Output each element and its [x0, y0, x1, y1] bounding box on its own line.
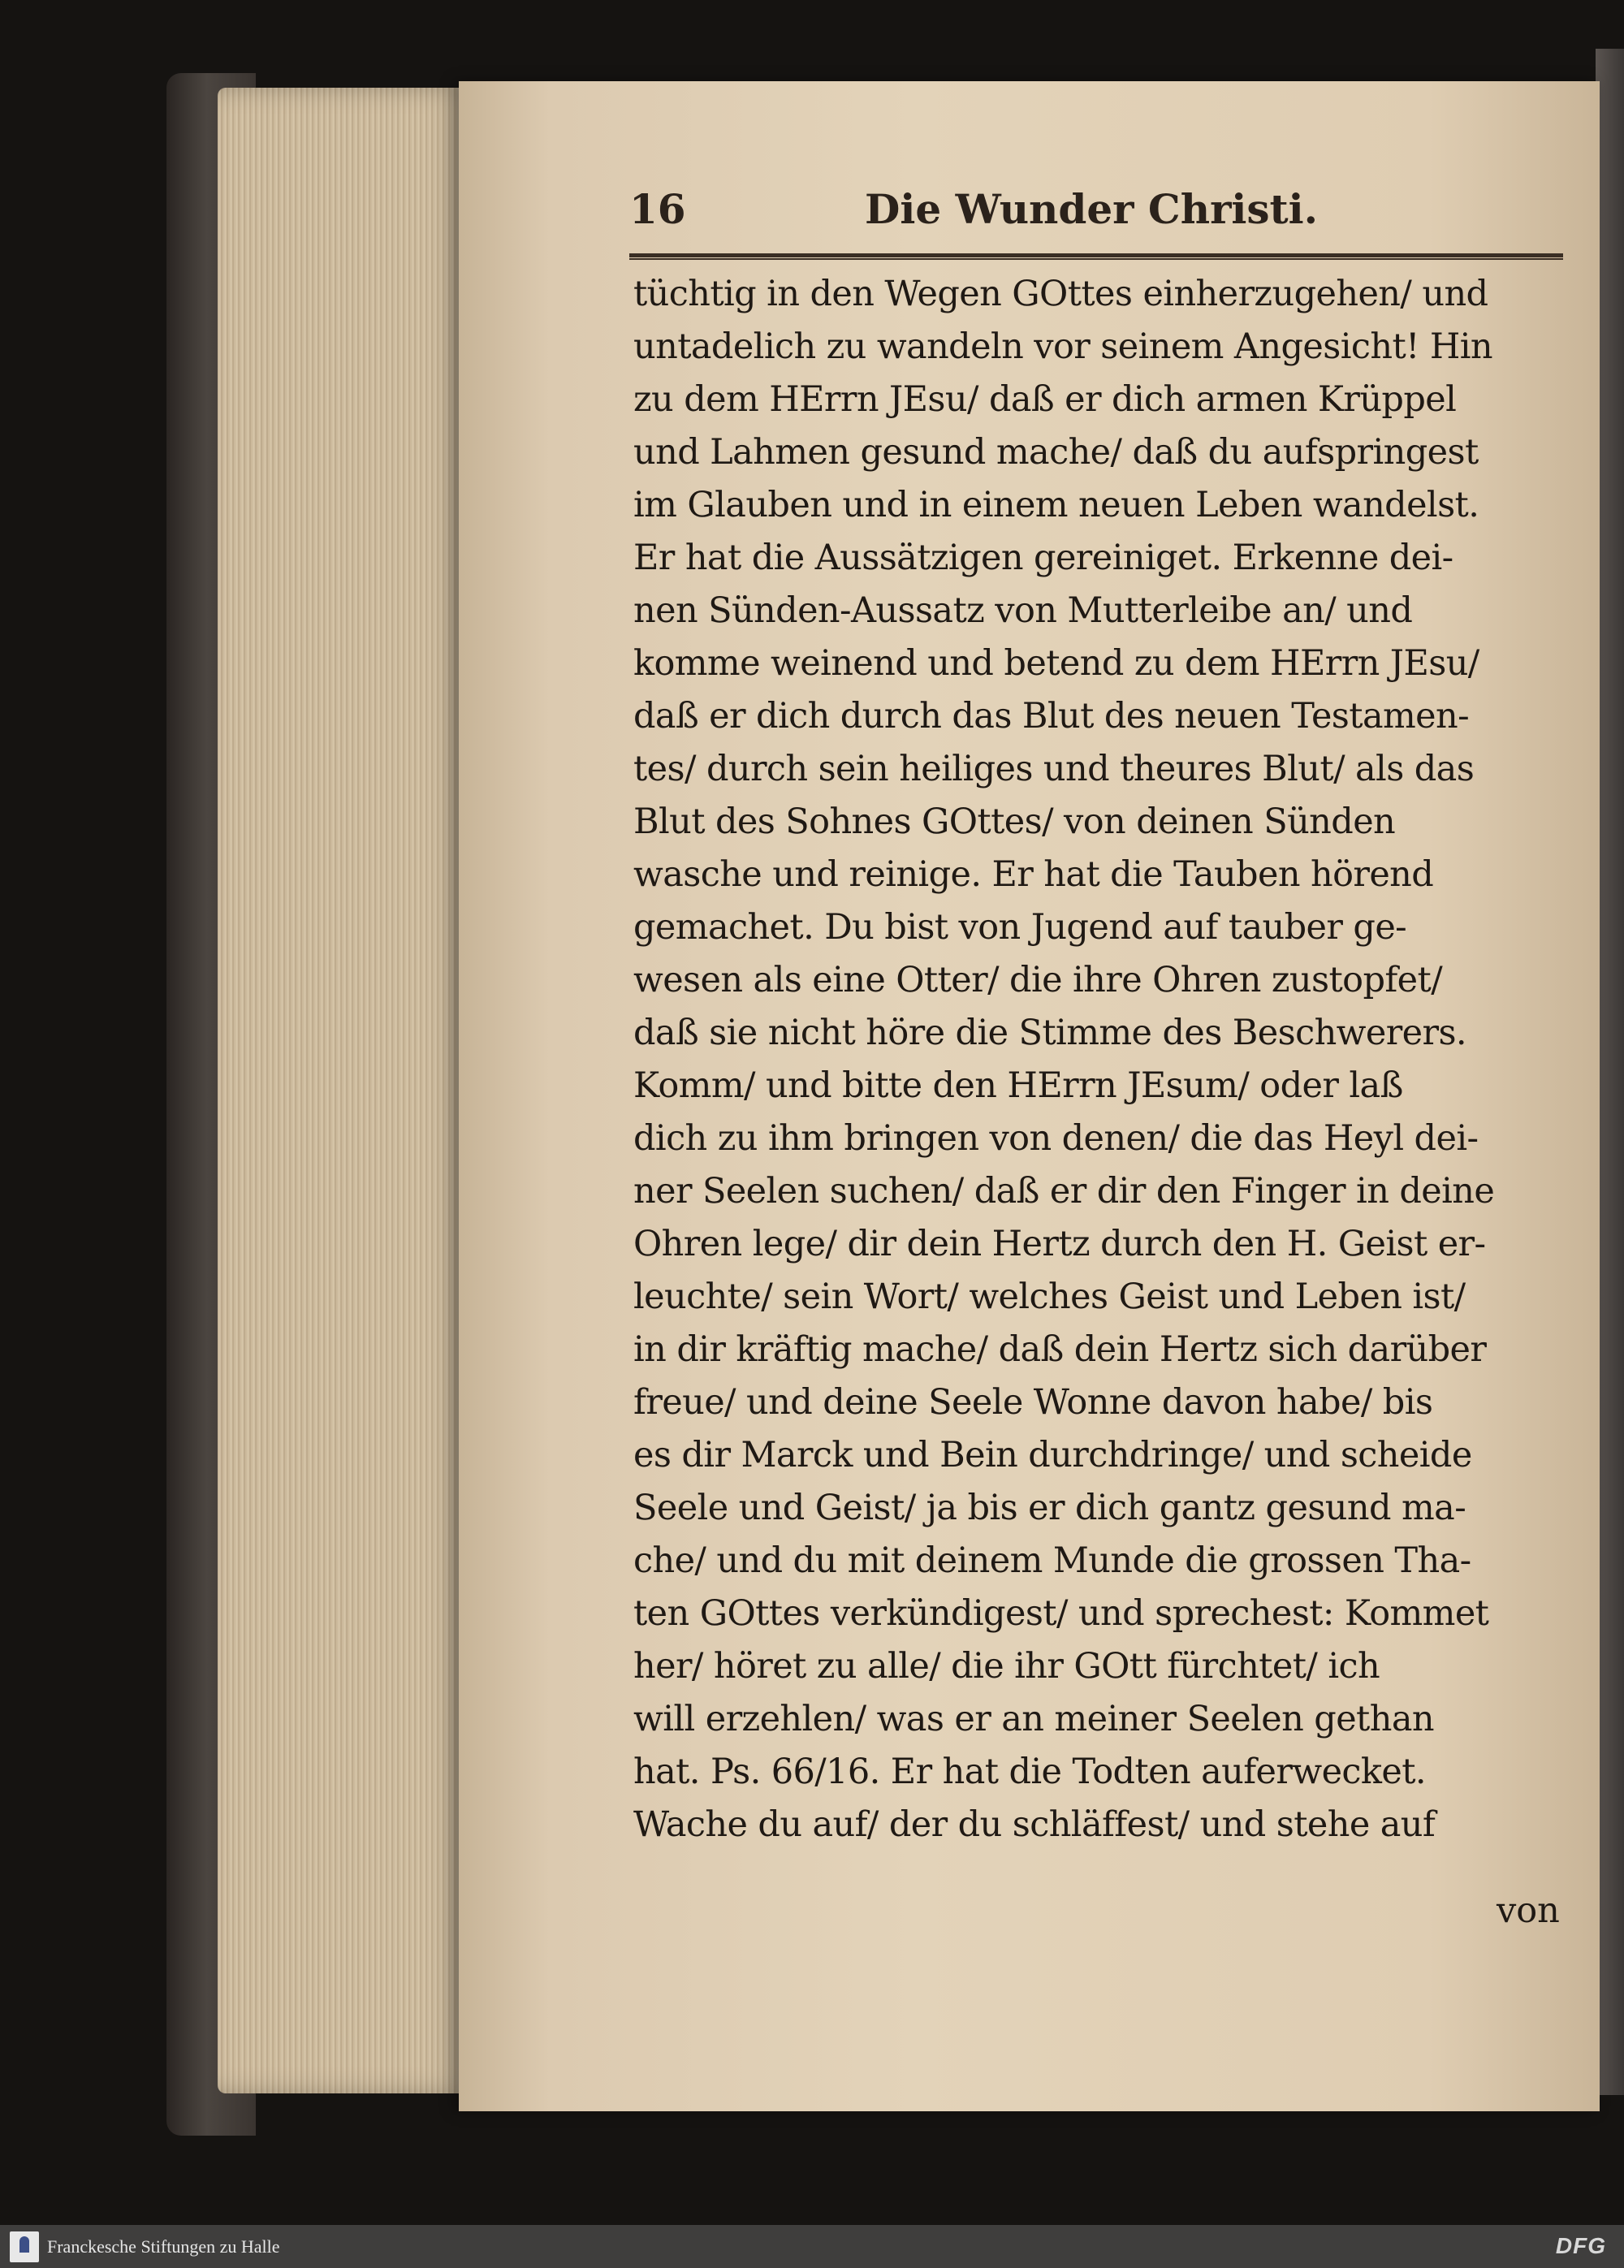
institution-name: Franckesche Stiftungen zu Halle	[47, 2236, 280, 2257]
text-line: Seele und Geist/ ja bis er dich gantz gesund ma-	[633, 1488, 1466, 1528]
catchword: von	[1497, 1890, 1560, 1931]
text-line: wasche und reinige. Er hat die Tauben hörend	[633, 854, 1434, 895]
text-line: hat. Ps. 66/16. Er hat die Todten auferwecket.	[633, 1752, 1426, 1792]
header-rule	[629, 253, 1563, 260]
dfg-logo: DFG	[1555, 2233, 1606, 2258]
viewer-footer	[0, 2225, 1624, 2268]
page-header	[629, 185, 1563, 250]
text-line: nen Sünden-Aussatz von Mutterleibe an/ und	[633, 590, 1413, 631]
text-line: Komm/ und bitte den HErrn JEsum/ oder laß	[633, 1065, 1403, 1106]
text-line: es dir Marck und Bein durchdringe/ und scheide	[633, 1435, 1472, 1475]
text-line: freue/ und deine Seele Wonne davon habe/ bis	[633, 1382, 1433, 1423]
text-line: daß er dich durch das Blut des neuen Testamen-	[633, 696, 1470, 737]
body-text	[633, 268, 1567, 1851]
book-cover-right	[1596, 49, 1624, 2095]
text-line: ner Seelen suchen/ daß er dir den Finger in deine	[633, 1171, 1495, 1212]
text-line: zu dem HErrn JEsu/ daß er dich armen Krüppel	[633, 379, 1457, 420]
text-line: und Lahmen gesund mache/ daß du aufspringest	[633, 432, 1479, 473]
text-line: Wache du auf/ der du schläffest/ und stehe auf	[633, 1804, 1436, 1845]
text-line: Blut des Sohnes GOttes/ von deinen Sünden	[633, 801, 1396, 842]
running-title: Die Wunder Christi.	[865, 185, 1319, 233]
text-line: gemachet. Du bist von Jugend auf tauber ge-	[633, 907, 1407, 948]
text-line: che/ und du mit deinem Munde die grossen Tha-	[633, 1540, 1471, 1581]
text-line: will erzehlen/ was er an meiner Seelen gethan	[633, 1699, 1434, 1739]
page-edges	[218, 88, 469, 2093]
text-line: in dir kräftig mache/ daß dein Hertz sich darüber	[633, 1329, 1487, 1370]
text-line: dich zu ihm bringen von denen/ die das Heyl dei-	[633, 1118, 1479, 1159]
text-line: her/ höret zu alle/ die ihr GOtt fürchtet/ ich	[633, 1646, 1380, 1687]
text-line: Er hat die Aussätzigen gereiniget. Erkenne dei-	[633, 538, 1453, 578]
text-line: tüchtig in den Wegen GOttes einherzugehen/ und	[633, 274, 1488, 314]
text-line: ten GOttes verkündigest/ und sprechest: Kommet	[633, 1593, 1489, 1634]
institution-logo-icon	[10, 2231, 39, 2262]
text-line: daß sie nicht höre die Stimme des Beschwerers.	[633, 1013, 1467, 1053]
text-line: Ohren lege/ dir dein Hertz durch den H. Geist er-	[633, 1224, 1486, 1264]
page-number: 16	[629, 185, 686, 233]
text-line: komme weinend und betend zu dem HErrn JEsu/	[633, 643, 1479, 684]
text-line: wesen als eine Otter/ die ihre Ohren zustopfet/	[633, 960, 1443, 1000]
text-line: im Glauben und in einem neuen Leben wandelst.	[633, 485, 1479, 525]
text-line: tes/ durch sein heiliges und theures Blut/ als das	[633, 749, 1475, 789]
text-line: leuchte/ sein Wort/ welches Geist und Leben ist/	[633, 1277, 1466, 1317]
text-line: untadelich zu wandeln vor seinem Angesicht! Hin	[633, 326, 1493, 367]
